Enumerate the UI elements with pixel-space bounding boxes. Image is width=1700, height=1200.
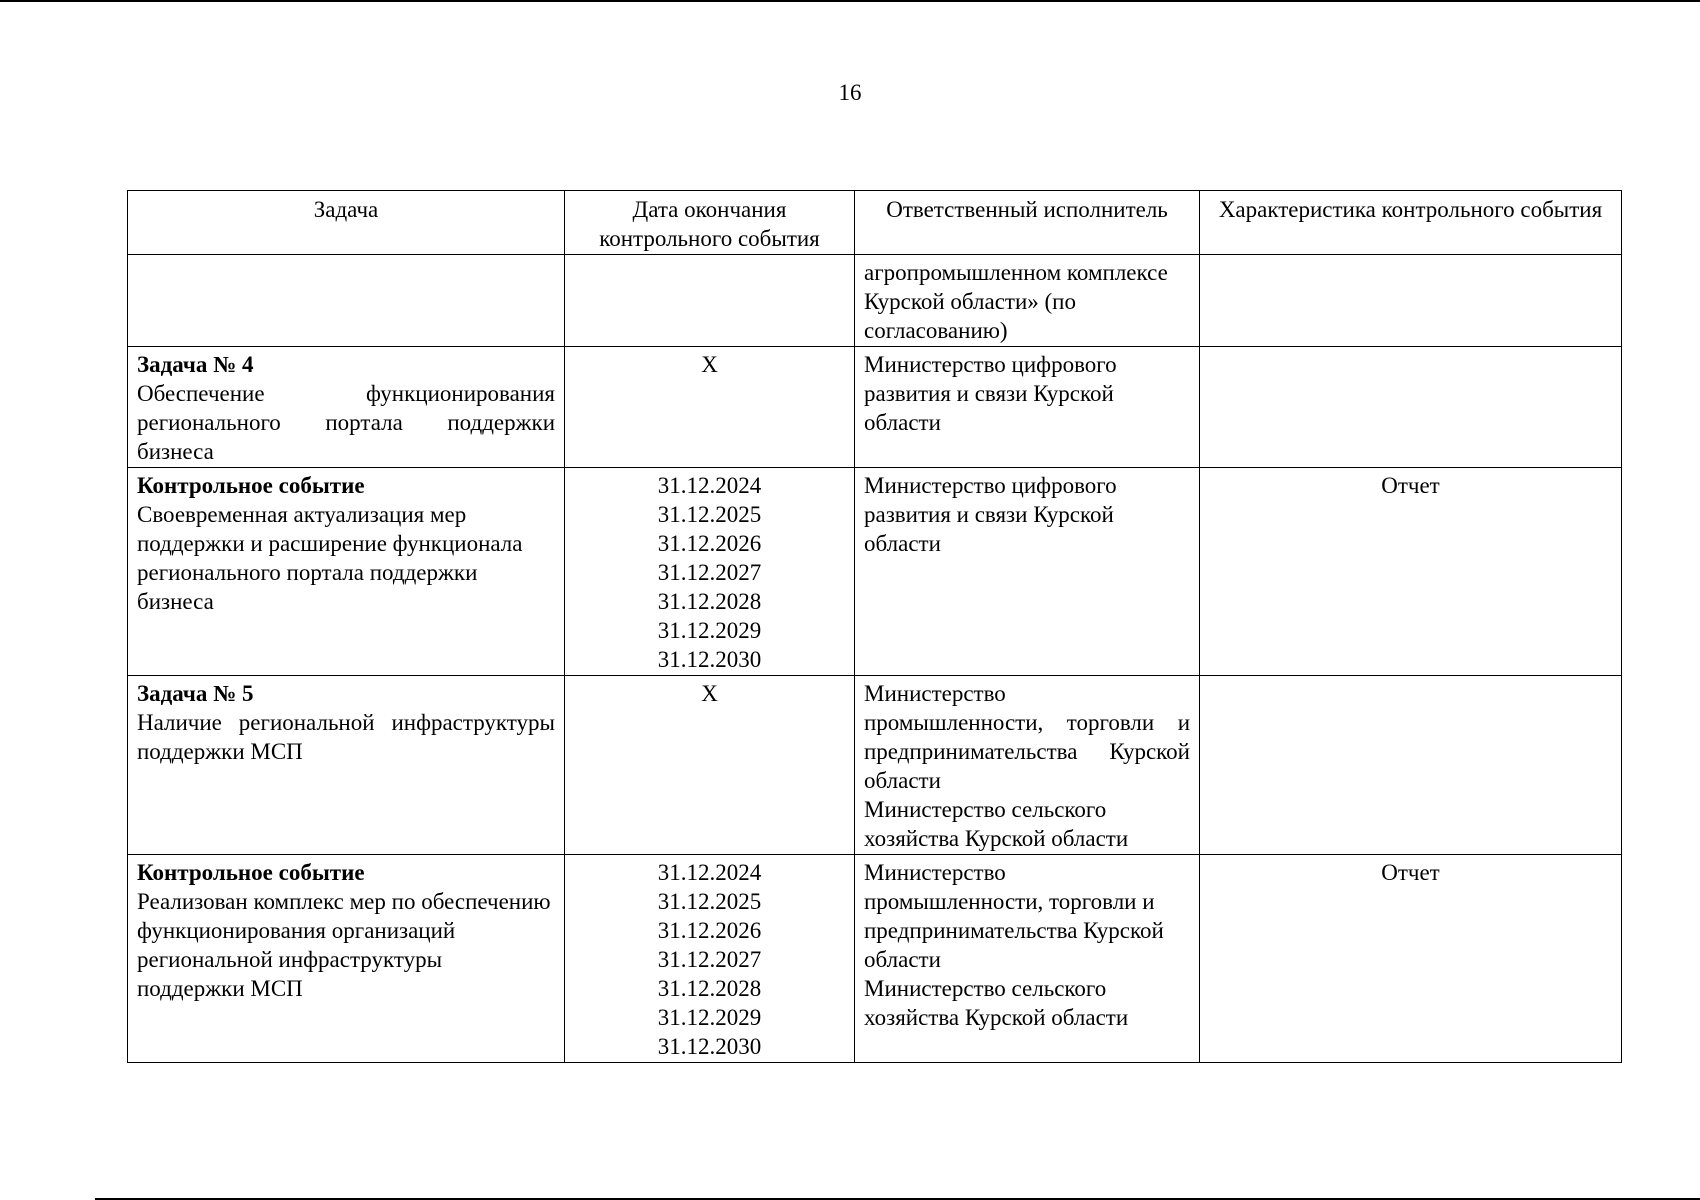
table-row	[128, 347, 1622, 468]
responsible-line: Министерство сельского хозяйства Курской области	[864, 797, 1129, 851]
date-line: 31.12.2025	[657, 502, 762, 527]
date-cell	[565, 255, 855, 347]
date-line: 31.12.2027	[657, 947, 762, 972]
date-line: 31.12.2028	[657, 976, 762, 1001]
event-text: Реализован комплекс мер по обеспечению функционирования организаций региональной инфраструктуры поддержки МСП	[137, 889, 551, 1001]
event-text: Своевременная актуализация мер поддержки и расширение функционала регионального портала поддержки бизнеса	[137, 502, 523, 614]
table-row	[128, 255, 1622, 347]
responsible-cell: агропромышленном комплексе Курской области» (по согласованию)	[855, 255, 1200, 347]
date-line: 31.12.2026	[657, 918, 762, 943]
responsible-cell: Министерство цифрового развития и связи Курской области	[855, 347, 1200, 468]
date-line: 31.12.2030	[657, 647, 762, 672]
date-cell	[565, 855, 855, 1063]
characteristic-cell: Отчет	[1200, 468, 1622, 676]
table-row	[128, 676, 1622, 855]
date-line: 31.12.2027	[657, 560, 762, 585]
characteristic-cell	[1200, 347, 1622, 468]
task-cell	[128, 676, 565, 855]
page-number: 16	[838, 80, 862, 105]
task-cell	[128, 255, 565, 347]
date-line: 31.12.2024	[657, 473, 762, 498]
characteristic-cell	[1200, 255, 1622, 347]
responsible-line: Министерство сельского хозяйства Курской области	[864, 976, 1129, 1030]
task-text: Наличие региональной инфраструктуры поддержки МСП	[137, 710, 555, 764]
date-line: 31.12.2029	[657, 618, 762, 643]
task-cell	[128, 468, 565, 676]
date-line: 31.12.2024	[657, 860, 762, 885]
date-line: 31.12.2029	[657, 1005, 762, 1030]
task-cell	[128, 855, 565, 1063]
task-cell	[128, 347, 565, 468]
event-title: Контрольное событие	[137, 860, 365, 885]
header-characteristic: Характеристика контрольного события	[1200, 191, 1622, 255]
responsible-cell	[855, 676, 1200, 855]
header-responsible: Ответственный исполнитель	[855, 191, 1200, 255]
scan-edge-top	[0, 0, 1700, 2]
responsible-cell: Министерство цифрового развития и связи Курской области	[855, 468, 1200, 676]
date-line: 31.12.2026	[657, 531, 762, 556]
task-title: Задача № 5	[137, 681, 254, 706]
task-title: Задача № 4	[137, 352, 254, 377]
date-cell: Х	[565, 347, 855, 468]
event-title: Контрольное событие	[137, 473, 365, 498]
control-events-table	[127, 190, 1622, 1063]
table-row	[128, 468, 1622, 676]
header-task: Задача	[128, 191, 565, 255]
characteristic-cell	[1200, 676, 1622, 855]
date-cell: Х	[565, 676, 855, 855]
responsible-line: Министерство промышленности, торговли и предпринимательства Курской области	[864, 860, 1164, 972]
responsible-line: Министерство промышленности, торговли и предпринимательства Курской области	[864, 681, 1190, 793]
header-date: Дата окончания контрольного события	[565, 191, 855, 255]
responsible-cell	[855, 855, 1200, 1063]
table-row	[128, 855, 1622, 1063]
date-cell	[565, 468, 855, 676]
date-line: 31.12.2028	[657, 589, 762, 614]
date-line: 31.12.2025	[657, 889, 762, 914]
date-line: 31.12.2030	[657, 1034, 762, 1059]
characteristic-cell: Отчет	[1200, 855, 1622, 1063]
task-text: Обеспечение функционирования регионального портала поддержки бизнеса	[137, 381, 555, 464]
table-header-row	[128, 191, 1622, 255]
